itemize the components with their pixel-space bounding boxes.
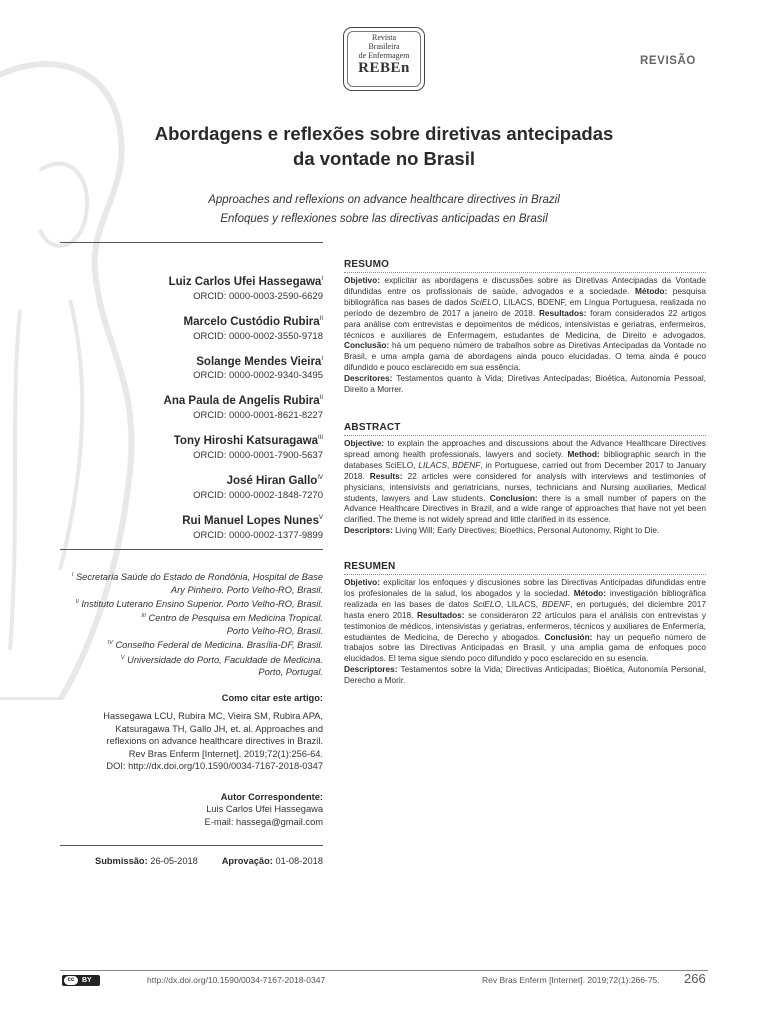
journal-logo (343, 27, 425, 91)
affiliation-cont: Porto Velho-RO, Brasil. (226, 625, 323, 636)
citation-line: Hassegawa LCU, Rubira MC, Vieira SM, Rubira APA, (103, 711, 323, 722)
logo-text-revista: Revista (372, 33, 396, 42)
footer-divider (60, 970, 708, 971)
author-list (60, 272, 323, 542)
author-orcid: ORCID: 0000-0003-2590-6629 (193, 290, 323, 302)
logo-text-brasileira: Brasileira (368, 42, 400, 51)
subtitle-english: Approaches and reflexions on advance healthcare directives in Brazil (208, 194, 560, 206)
author-orcid: ORCID: 0000-0002-9340-3495 (193, 370, 323, 382)
cc-by-license-badge[interactable] (62, 975, 100, 986)
by-label: BY (82, 977, 92, 984)
citation-line: reflexions on advance healthcare directives in Brazil. (106, 736, 323, 747)
citation-doi[interactable]: DOI: http://dx.doi.org/10.1590/0034-7167-2018-0347 (106, 761, 323, 772)
divider (60, 549, 323, 550)
subtitle-spanish: Enfoques y reflexiones sobre las directivas anticipadas en Brasil (220, 213, 548, 225)
footer-reference: Rev Bras Enferm [Internet]. 2019;72(1):266-75. (482, 975, 660, 985)
page-number: 266 (684, 971, 706, 986)
logo-text-enfermagem: de Enfermagem (358, 51, 410, 60)
author-name: José Hiran Gallo$^{IV}$ (226, 474, 323, 487)
section-label: REVISÃO (640, 55, 696, 67)
citation-line: Katsuragawa TH, Gallo JH, et. al. Approaches and (115, 723, 323, 734)
article-title-line1: Abordagens e reflexões sobre diretivas antecipadas (154, 123, 614, 144)
author-orcid: ORCID: 0000-0002-1377-9899 (193, 529, 323, 541)
resumo-section (344, 259, 706, 395)
citation-line: Rev Bras Enferm [Internet]. 2019;72(1):256-64. (128, 748, 323, 759)
affiliation: $^{IV}$ Conselho Federal de Medicina. Brasília-DF, Brasil. (107, 640, 323, 651)
cc-icon: cc (64, 976, 78, 985)
approval-date: Aprovação: 01-08-2018 (221, 856, 323, 866)
abstract-descriptors: Descriptors: Living Will; Early Directives; Bioethics, Personal Autonomy, Right to Die. (344, 525, 660, 536)
abstract-text: Objective: to explain the approaches and discussions about the Advance Healthcare Directives spread among health professionals, lawyers and society. Method: bibliographic search in the databases SciELO, LILACS, BDENF, in Portuguese, carried out from December 2017 to January 2018. Results: 22 articles were considered for analysis with interviews and testimonies of physicians, intensivists and geriatricians, nurses, technicians and Nursing auxiliaries, Medical students, lawyers and Law students. Conclusion: there is a small number of papers on the Advance Healthcare Directives in Brazil, and a wide range of approaches that have not yet been clarified. The theme is not widely spread and little clarified in its essence. (344, 438, 706, 525)
affiliation: $^I$ Secretaria Saúde do Estado de Rondônia, Hospital de Base (71, 572, 323, 583)
resumen-section (344, 561, 706, 686)
corresponding-email[interactable]: E-mail: hassega@gmail.com (204, 816, 323, 827)
abstract-section (344, 422, 706, 536)
corresponding-heading: Autor Correspondente: (220, 792, 323, 802)
affiliation: $^{III}$ Centro de Pesquisa em Medicina Tropical. (141, 613, 323, 624)
abstract-heading: ABSTRACT (344, 422, 706, 436)
article-title (100, 121, 668, 171)
author-orcid: ORCID: 0000-0001-7900-5637 (193, 450, 323, 462)
author-name: Solange Mendes Vieira$^I$ (196, 355, 323, 368)
footer-doi-link[interactable]: http://dx.doi.org/10.1590/0034-7167-2018-0347 (147, 975, 326, 985)
affiliation: $^{II}$ Instituto Luterano Ensino Superior. Porto Velho-RO, Brasil. (75, 598, 323, 609)
how-to-cite (60, 692, 323, 772)
affiliation-cont: Ary Pinheiro. Porto Velho-RO, Brasil. (170, 584, 323, 595)
affiliation: $^V$ Universidade do Porto, Faculdade de Medicina. (120, 654, 323, 665)
resumen-heading: RESUMEN (344, 561, 706, 575)
how-to-cite-heading: Como citar este artigo: (221, 693, 323, 703)
submission-date: Submissão: 26-05-2018 (95, 856, 198, 866)
resumo-heading: RESUMO (344, 259, 706, 273)
author-name: Rui Manuel Lopes Nunes$^V$ (182, 514, 323, 527)
author-name: Ana Paula de Angelis Rubira$^{II}$ (163, 395, 323, 408)
resumen-descriptores: Descriptores: Testamentos sobre la Vida; Directivas Anticipadas; Bioética, Autonomía Personal, Derecho a Morir. (344, 664, 706, 686)
logo-acronym: REBEn (358, 60, 410, 76)
author-orcid: ORCID: 0000-0001-8621-8227 (193, 410, 323, 422)
divider (60, 845, 323, 846)
affiliation-cont: Porto, Portugal. (258, 667, 323, 678)
divider (60, 242, 323, 243)
corresponding-author (60, 791, 323, 828)
author-orcid: ORCID: 0000-0002-1848-7270 (193, 489, 323, 501)
author-name: Luiz Carlos Ufei Hassegawa$^I$ (168, 275, 323, 288)
corresponding-name: Luis Carlos Ufei Hassegawa (206, 804, 323, 815)
affiliations (60, 569, 323, 679)
resumo-descritores: Descritores: Testamentos quanto à Vida; Diretivas Antecipadas; Bioética, Autonomia Pessoal, Direito a Morrer. (344, 373, 706, 395)
author-orcid: ORCID: 0000-0002-3550-9718 (193, 330, 323, 342)
author-name: Tony Hiroshi Katsuragawa$^{III}$ (173, 435, 323, 448)
article-title-line2: da vontade no Brasil (293, 148, 475, 169)
author-name: Marcelo Custódio Rubira$^{II}$ (183, 315, 323, 328)
resumo-text: Objetivo: explicitar as abordagens e discussões sobre as Diretivas Antecipadas da Vontade difundidas entre os profissionais de saúde, advogados e a sociedade. Método: pesquisa bibliográfica nas bases de dados SciELO, LILACS, BDENF, em Língua Portuguesa, realizada no período de dezembro de 2017 a janeiro de 2018. Resultados: foram considerados 22 artigos para análise com entrevistas e depoimentos de médicos, intensivistas e geriatras, enfermeiros, técnicos e auxiliares de Enfermagem, estudantes de Medicina, de Direito e advogados. Conclusão: há um pequeno número de trabalhos sobre as Diretivas Antecipadas da Vontade no Brasil, e uma ampla gama de abordagens ainda pouco elucidadas. O tema ainda é pouco difundido e pouco esclarecido em sua essência. (344, 275, 706, 373)
resumen-text: Objetivo: explicitar los enfoques y discusiones sobre las Directivas Anticipadas difundidas entre los profesionales de la salud, los abogados y la sociedad. Método: investigación bibliográfica realizada en las bases de datos SciELO, LILACS, BDENF, en portugués, del diciembre 2017 hasta enero 2018. Resultados: se consideraron 22 artículos para el análisis con entrevistas y testimonios de médicos, intensivistas y geriatras, enfermeros, técnicos y auxiliares de Enfermería, estudiantes de Medicina, de Derecho y abogados. Conclusión: hay un pequeño número de trabajos sobre las Directivas Anticipadas en Brasil, y una amplia gama de enfoques poco elucidados. El tema sigue siendo poco difundido y poco esclarecido en su esencia. (344, 577, 706, 664)
